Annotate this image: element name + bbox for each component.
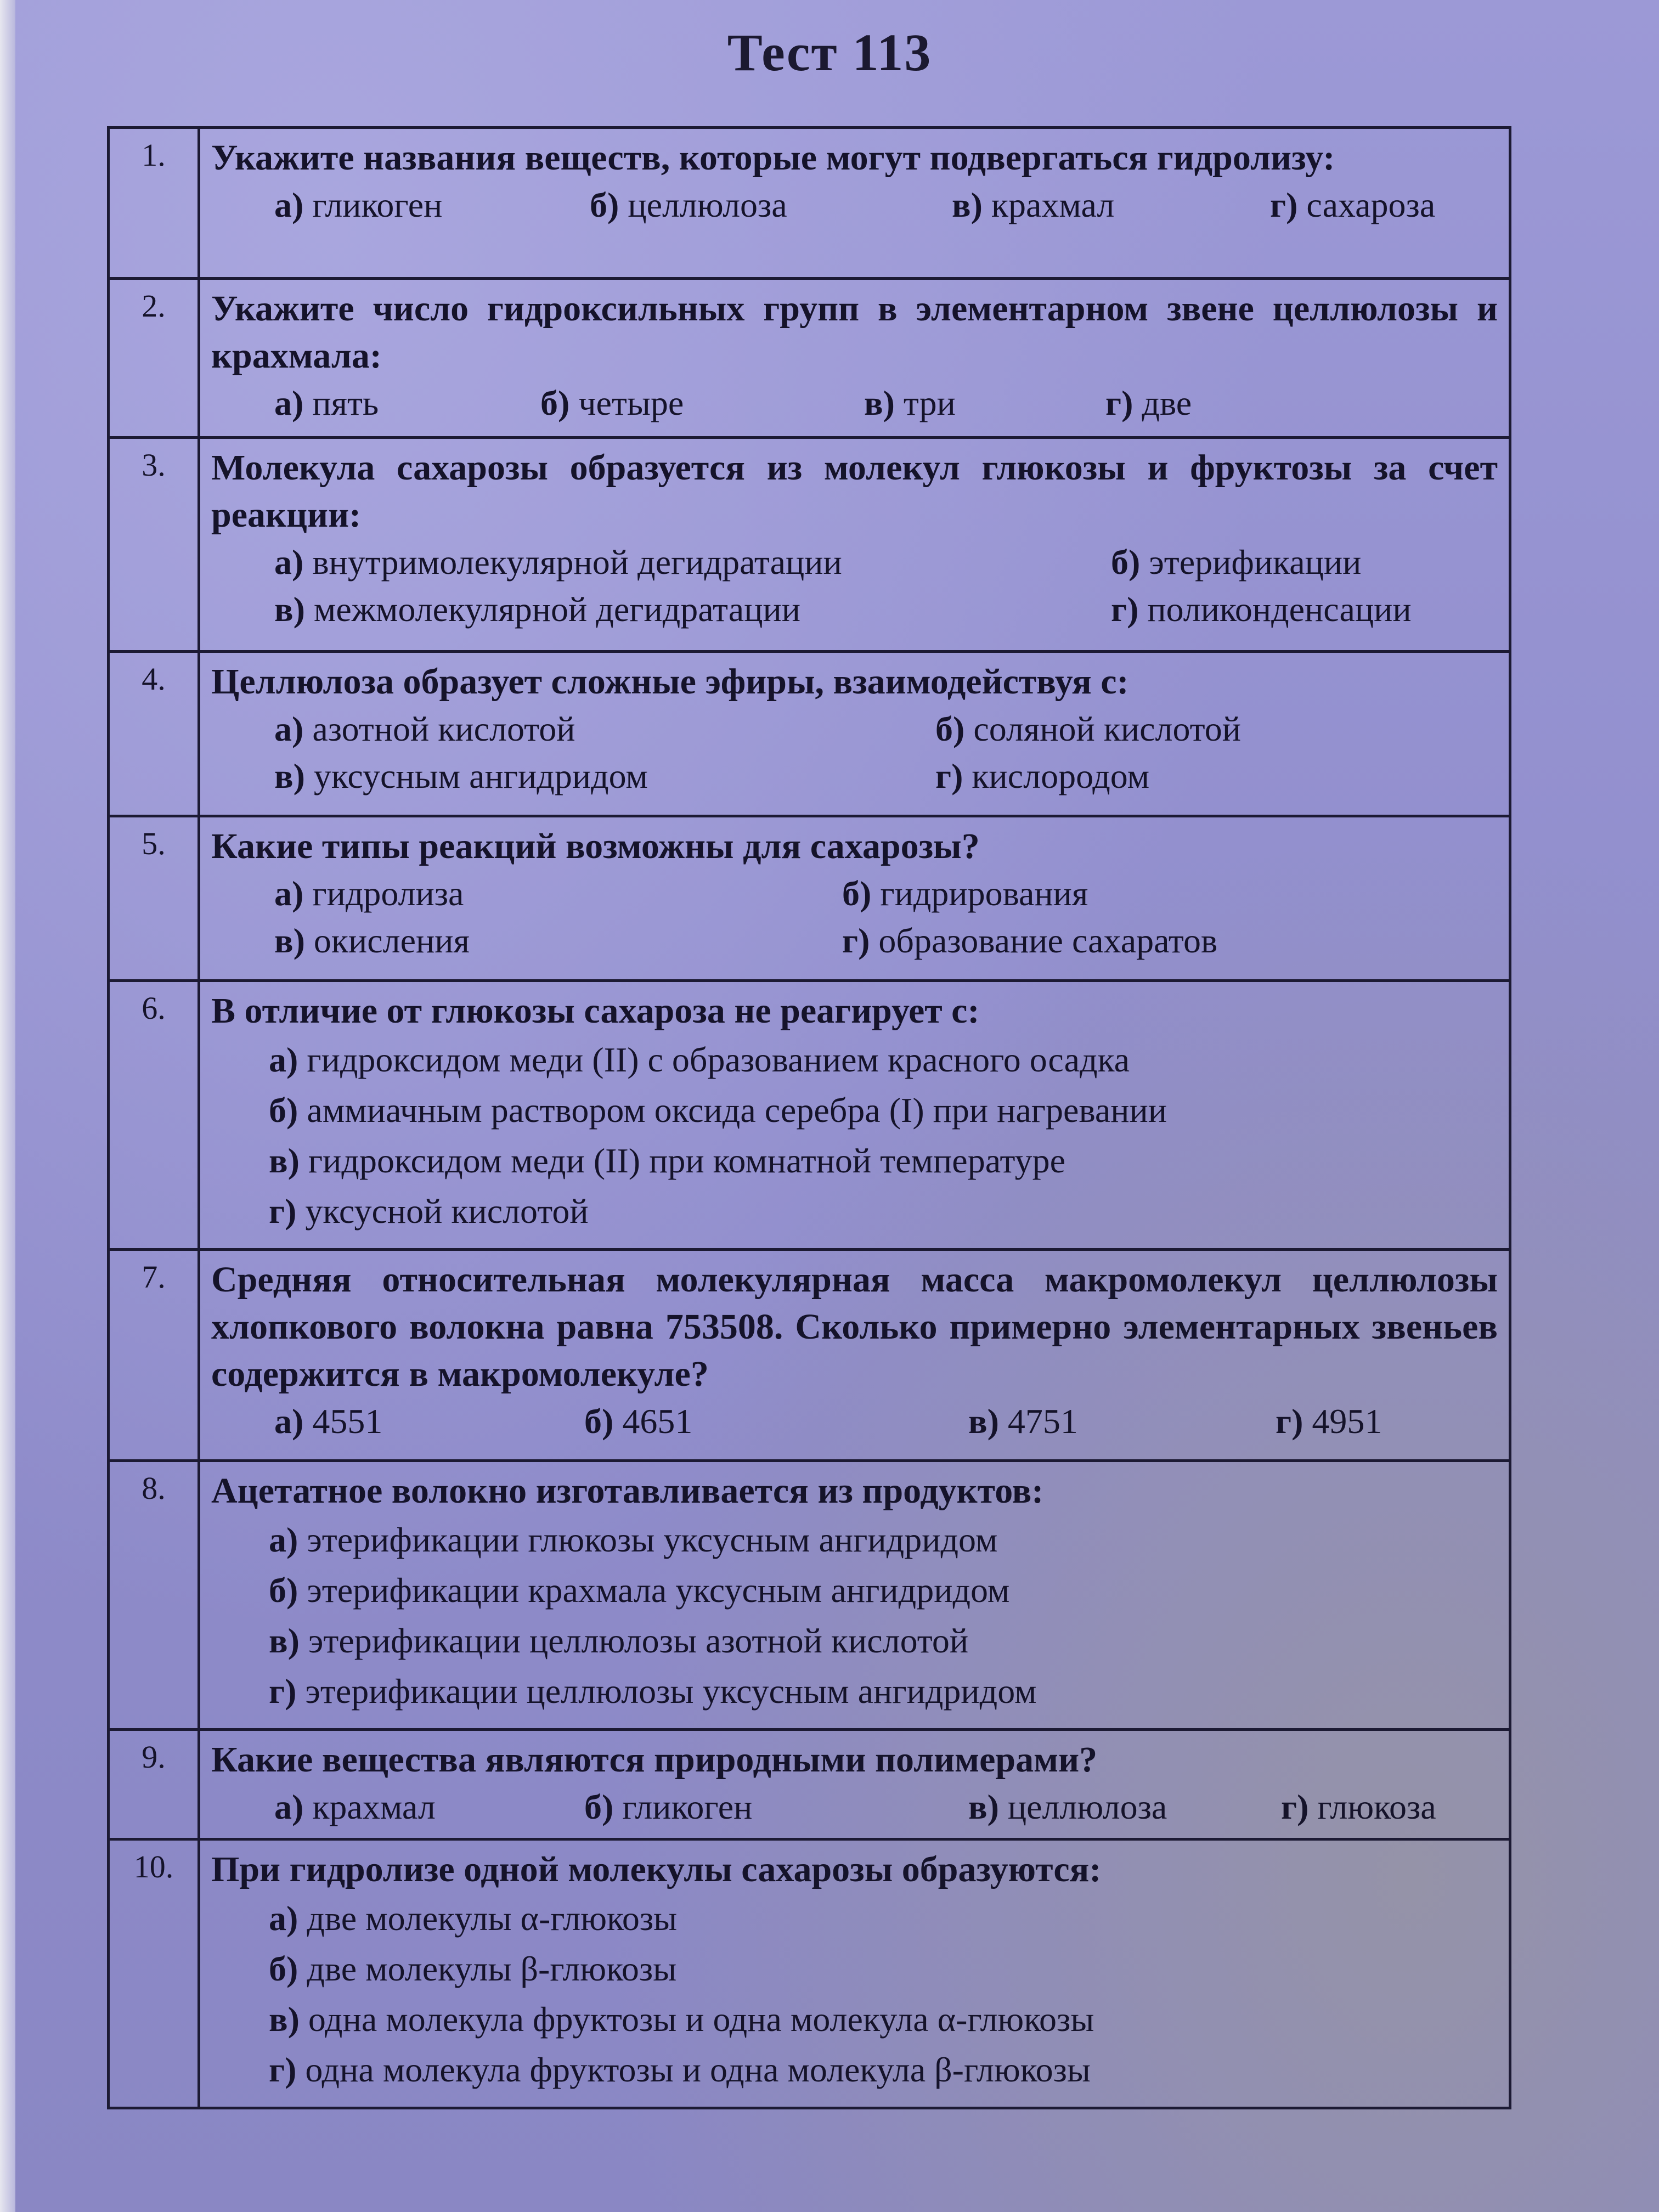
- answer-option: б) гликоген: [584, 1787, 753, 1826]
- answer-option: б) четыре: [540, 383, 684, 422]
- answer-options: [211, 539, 1498, 633]
- question-number: 3.: [110, 439, 200, 650]
- answer-option: г) кислородом: [935, 757, 1150, 795]
- question-content: [211, 823, 1498, 964]
- answer-option: г) поликонденсации: [1111, 590, 1412, 629]
- answer-option: в) целлюлоза: [968, 1787, 1167, 1826]
- answer-option: а) гидроксидом меди (II) с образованием красного осадка: [269, 1040, 1130, 1079]
- question-content: [211, 1736, 1498, 1831]
- question-row: [110, 817, 1509, 982]
- question-row: [110, 1841, 1509, 2107]
- answer-options: [211, 1035, 1498, 1237]
- question-text: В отличие от глюкозы сахароза не реагирует с:: [211, 991, 980, 1031]
- answer-option: б) аммиачным раствором оксида серебра (I) при нагревании: [269, 1091, 1167, 1130]
- answer-option: г) образование сахаратов: [842, 921, 1218, 960]
- answer-option: в) одна молекула фруктозы и одна молекула α-глюкозы: [269, 2000, 1094, 2039]
- answer-option: в) этерификации целлюлозы азотной кислотой: [269, 1621, 969, 1660]
- question-text: Молекула сахарозы образуется из молекул глюкозы и фруктозы за счет реакции:: [211, 448, 1498, 535]
- question-row: [110, 1731, 1509, 1841]
- answer-option: а) азотной кислотой: [274, 709, 575, 748]
- answer-option: б) две молекулы β-глюкозы: [269, 1949, 677, 1988]
- answer-option: г) глюкоза: [1281, 1787, 1436, 1826]
- answer-options: [211, 1515, 1498, 1717]
- question-number: 6.: [110, 982, 200, 1248]
- answer-option: а) 4551: [274, 1402, 383, 1441]
- answer-options: [211, 1784, 1498, 1831]
- answer-options: [211, 1398, 1498, 1445]
- question-content: [211, 134, 1498, 229]
- answer-option: г) 4951: [1276, 1402, 1383, 1441]
- answer-option: г) одна молекула фруктозы и одна молекула β-глюкозы: [269, 2050, 1091, 2089]
- answer-options: [211, 182, 1498, 229]
- question-text: При гидролизе одной молекулы сахарозы образуются:: [211, 1849, 1102, 1889]
- question-text: Какие типы реакций возможны для сахарозы?: [211, 826, 980, 866]
- answer-option: г) две: [1105, 383, 1192, 422]
- question-content: [211, 1846, 1498, 2095]
- question-row: [110, 439, 1509, 653]
- answer-option: а) гидролиза: [274, 874, 464, 913]
- question-text: Какие вещества являются природными полимерами?: [211, 1740, 1098, 1780]
- question-text: Ацетатное волокно изготавливается из продуктов:: [211, 1471, 1044, 1511]
- question-number: 1.: [110, 129, 200, 277]
- answer-option: в) межмолекулярной дегидратации: [274, 590, 800, 629]
- answer-option: в) уксусным ангидридом: [274, 757, 648, 795]
- question-content: [211, 988, 1498, 1237]
- answer-option: б) целлюлоза: [590, 185, 787, 224]
- question-number: 7.: [110, 1251, 200, 1459]
- question-row: [110, 129, 1509, 280]
- answer-options: [211, 706, 1498, 800]
- question-number: 8.: [110, 1462, 200, 1728]
- question-number: 4.: [110, 653, 200, 815]
- answer-options: [211, 870, 1498, 964]
- answer-option: в) окисления: [274, 921, 470, 960]
- answer-option: г) сахароза: [1270, 185, 1436, 224]
- question-row: [110, 1251, 1509, 1462]
- question-number: 5.: [110, 817, 200, 979]
- answer-option: б) гидрирования: [842, 874, 1088, 913]
- page-edge: [0, 0, 15, 2212]
- answer-option: а) крахмал: [274, 1787, 436, 1826]
- question-text: Укажите названия веществ, которые могут подвергаться гидролизу:: [211, 138, 1335, 178]
- answer-option: в) три: [864, 383, 956, 422]
- question-number: 10.: [110, 1841, 200, 2107]
- answer-option: б) 4651: [584, 1402, 693, 1441]
- questions-table: [107, 126, 1511, 2109]
- answer-option: в) крахмал: [952, 185, 1115, 224]
- question-content: [211, 444, 1498, 633]
- question-text: Целлюлоза образует сложные эфиры, взаимодействуя с:: [211, 662, 1129, 702]
- answer-option: б) этерификации крахмала уксусным ангидридом: [269, 1571, 1010, 1610]
- question-row: [110, 280, 1509, 439]
- answer-option: в) гидроксидом меди (II) при комнатной температуре: [269, 1141, 1065, 1180]
- answer-option: а) этерификации глюкозы уксусным ангидридом: [269, 1520, 998, 1559]
- answer-option: а) пять: [274, 383, 379, 422]
- answer-option: г) этерификации целлюлозы уксусным ангидридом: [269, 1672, 1037, 1711]
- question-number: 9.: [110, 1731, 200, 1838]
- answer-option: б) соляной кислотой: [935, 709, 1241, 748]
- question-text: Средняя относительная молекулярная масса макромолекул целлюлозы хлопкового волокна равна 753508. Сколько примерно элементарных звеньев содержится в макромолекуле?: [211, 1260, 1498, 1394]
- question-content: [211, 1256, 1498, 1445]
- question-row: [110, 982, 1509, 1251]
- question-row: [110, 1462, 1509, 1731]
- question-content: [211, 658, 1498, 800]
- question-content: [211, 285, 1498, 427]
- answer-option: г) уксусной кислотой: [269, 1192, 589, 1231]
- answer-option: б) этерификации: [1111, 543, 1362, 582]
- page-title: Тест 113: [727, 23, 932, 82]
- question-row: [110, 653, 1509, 817]
- answer-option: а) гликоген: [274, 185, 443, 224]
- question-content: [211, 1468, 1498, 1717]
- question-text: Укажите число гидроксильных групп в элементарном звене целлюлозы и крахмала:: [211, 289, 1498, 376]
- answer-option: а) две молекулы α-глюкозы: [269, 1899, 678, 1938]
- answer-option: в) 4751: [968, 1402, 1078, 1441]
- answer-options: [211, 1893, 1498, 2095]
- question-number: 2.: [110, 280, 200, 436]
- answer-option: а) внутримолекулярной дегидратации: [274, 543, 842, 582]
- answer-options: [211, 380, 1498, 427]
